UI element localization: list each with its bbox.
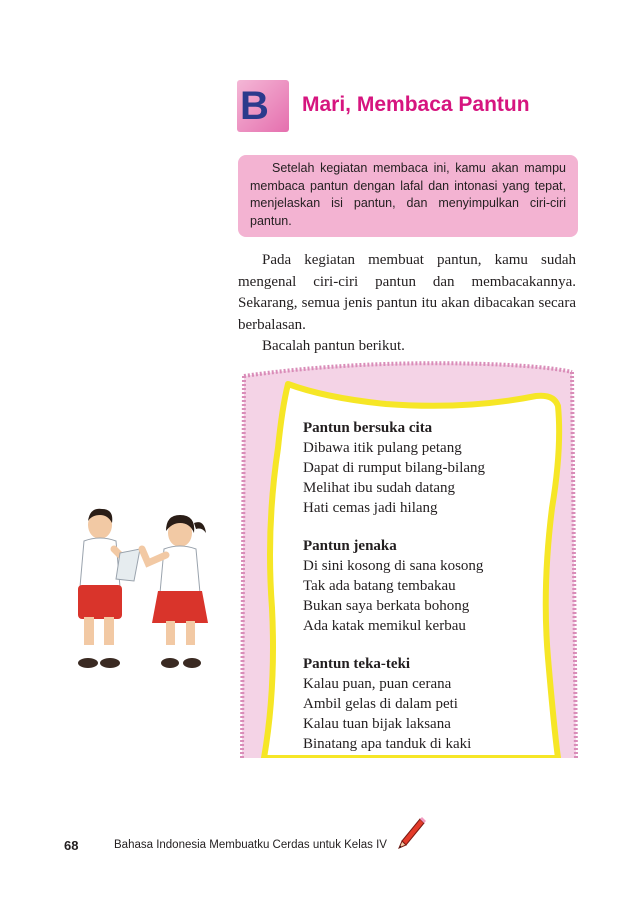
- poem-stanza: [303, 654, 543, 754]
- page-number: 68: [64, 838, 79, 853]
- poem-list: [303, 418, 543, 772]
- girl-figure: [142, 515, 208, 668]
- book-title: Bahasa Indonesia Membuatku Cerdas untuk Kelas IV: [114, 839, 387, 851]
- poem-line: Ambil gelas di dalam peti: [303, 696, 458, 712]
- poem-line: Ada katak memikul kerbau: [303, 618, 466, 634]
- boy-figure: [78, 509, 140, 668]
- body-text: [238, 250, 576, 358]
- poem-line: Di sini kosong di sana kosong: [303, 558, 484, 574]
- poem-stanza: [303, 536, 543, 636]
- pencil-icon: [396, 817, 426, 851]
- objective-text: Setelah kegiatan membaca ini, kamu akan mampu membaca pantun dengan lafal dan intonasi yang tepat, menjelaskan isi pantun, dan menyimpulkan ciri-ciri pantun.: [250, 161, 566, 228]
- objective-text-block: [250, 160, 566, 230]
- poem-line: Dibawa itik pulang petang: [303, 440, 462, 456]
- two-students-illustration: [62, 505, 232, 685]
- poem-line: Bukan saya berkata bohong: [303, 598, 470, 614]
- poem-line: Hati cemas jadi hilang: [303, 500, 438, 516]
- section-letter: B: [240, 84, 269, 128]
- body-paragraph-2: Bacalah pantun berikut.: [262, 338, 405, 354]
- poem-line: Tak ada batang tembakau: [303, 578, 456, 594]
- poem-line: Kalau puan, puan cerana: [303, 676, 452, 692]
- body-paragraph-1: Pada kegiatan membuat pantun, kamu sudah mengenal ciri-ciri pantun dan membacakannya. Sekarang, semua jenis pantun itu akan dibacakan secara berbalasan.: [238, 252, 576, 333]
- poem-stanza: [303, 418, 543, 518]
- poem-line: Melihat ibu sudah datang: [303, 480, 456, 496]
- section-title: Mari, Membaca Pantun: [302, 93, 530, 116]
- poem-line: Kalau tuan bijak laksana: [303, 716, 451, 732]
- poem-title: Pantun bersuka cita: [303, 420, 433, 436]
- poem-line: Binatang apa tanduk di kaki: [303, 736, 472, 752]
- poem-title: Pantun teka-teki: [303, 656, 411, 672]
- poem-title: Pantun jenaka: [303, 538, 397, 554]
- poem-line: Dapat di rumput bilang-bilang: [303, 460, 486, 476]
